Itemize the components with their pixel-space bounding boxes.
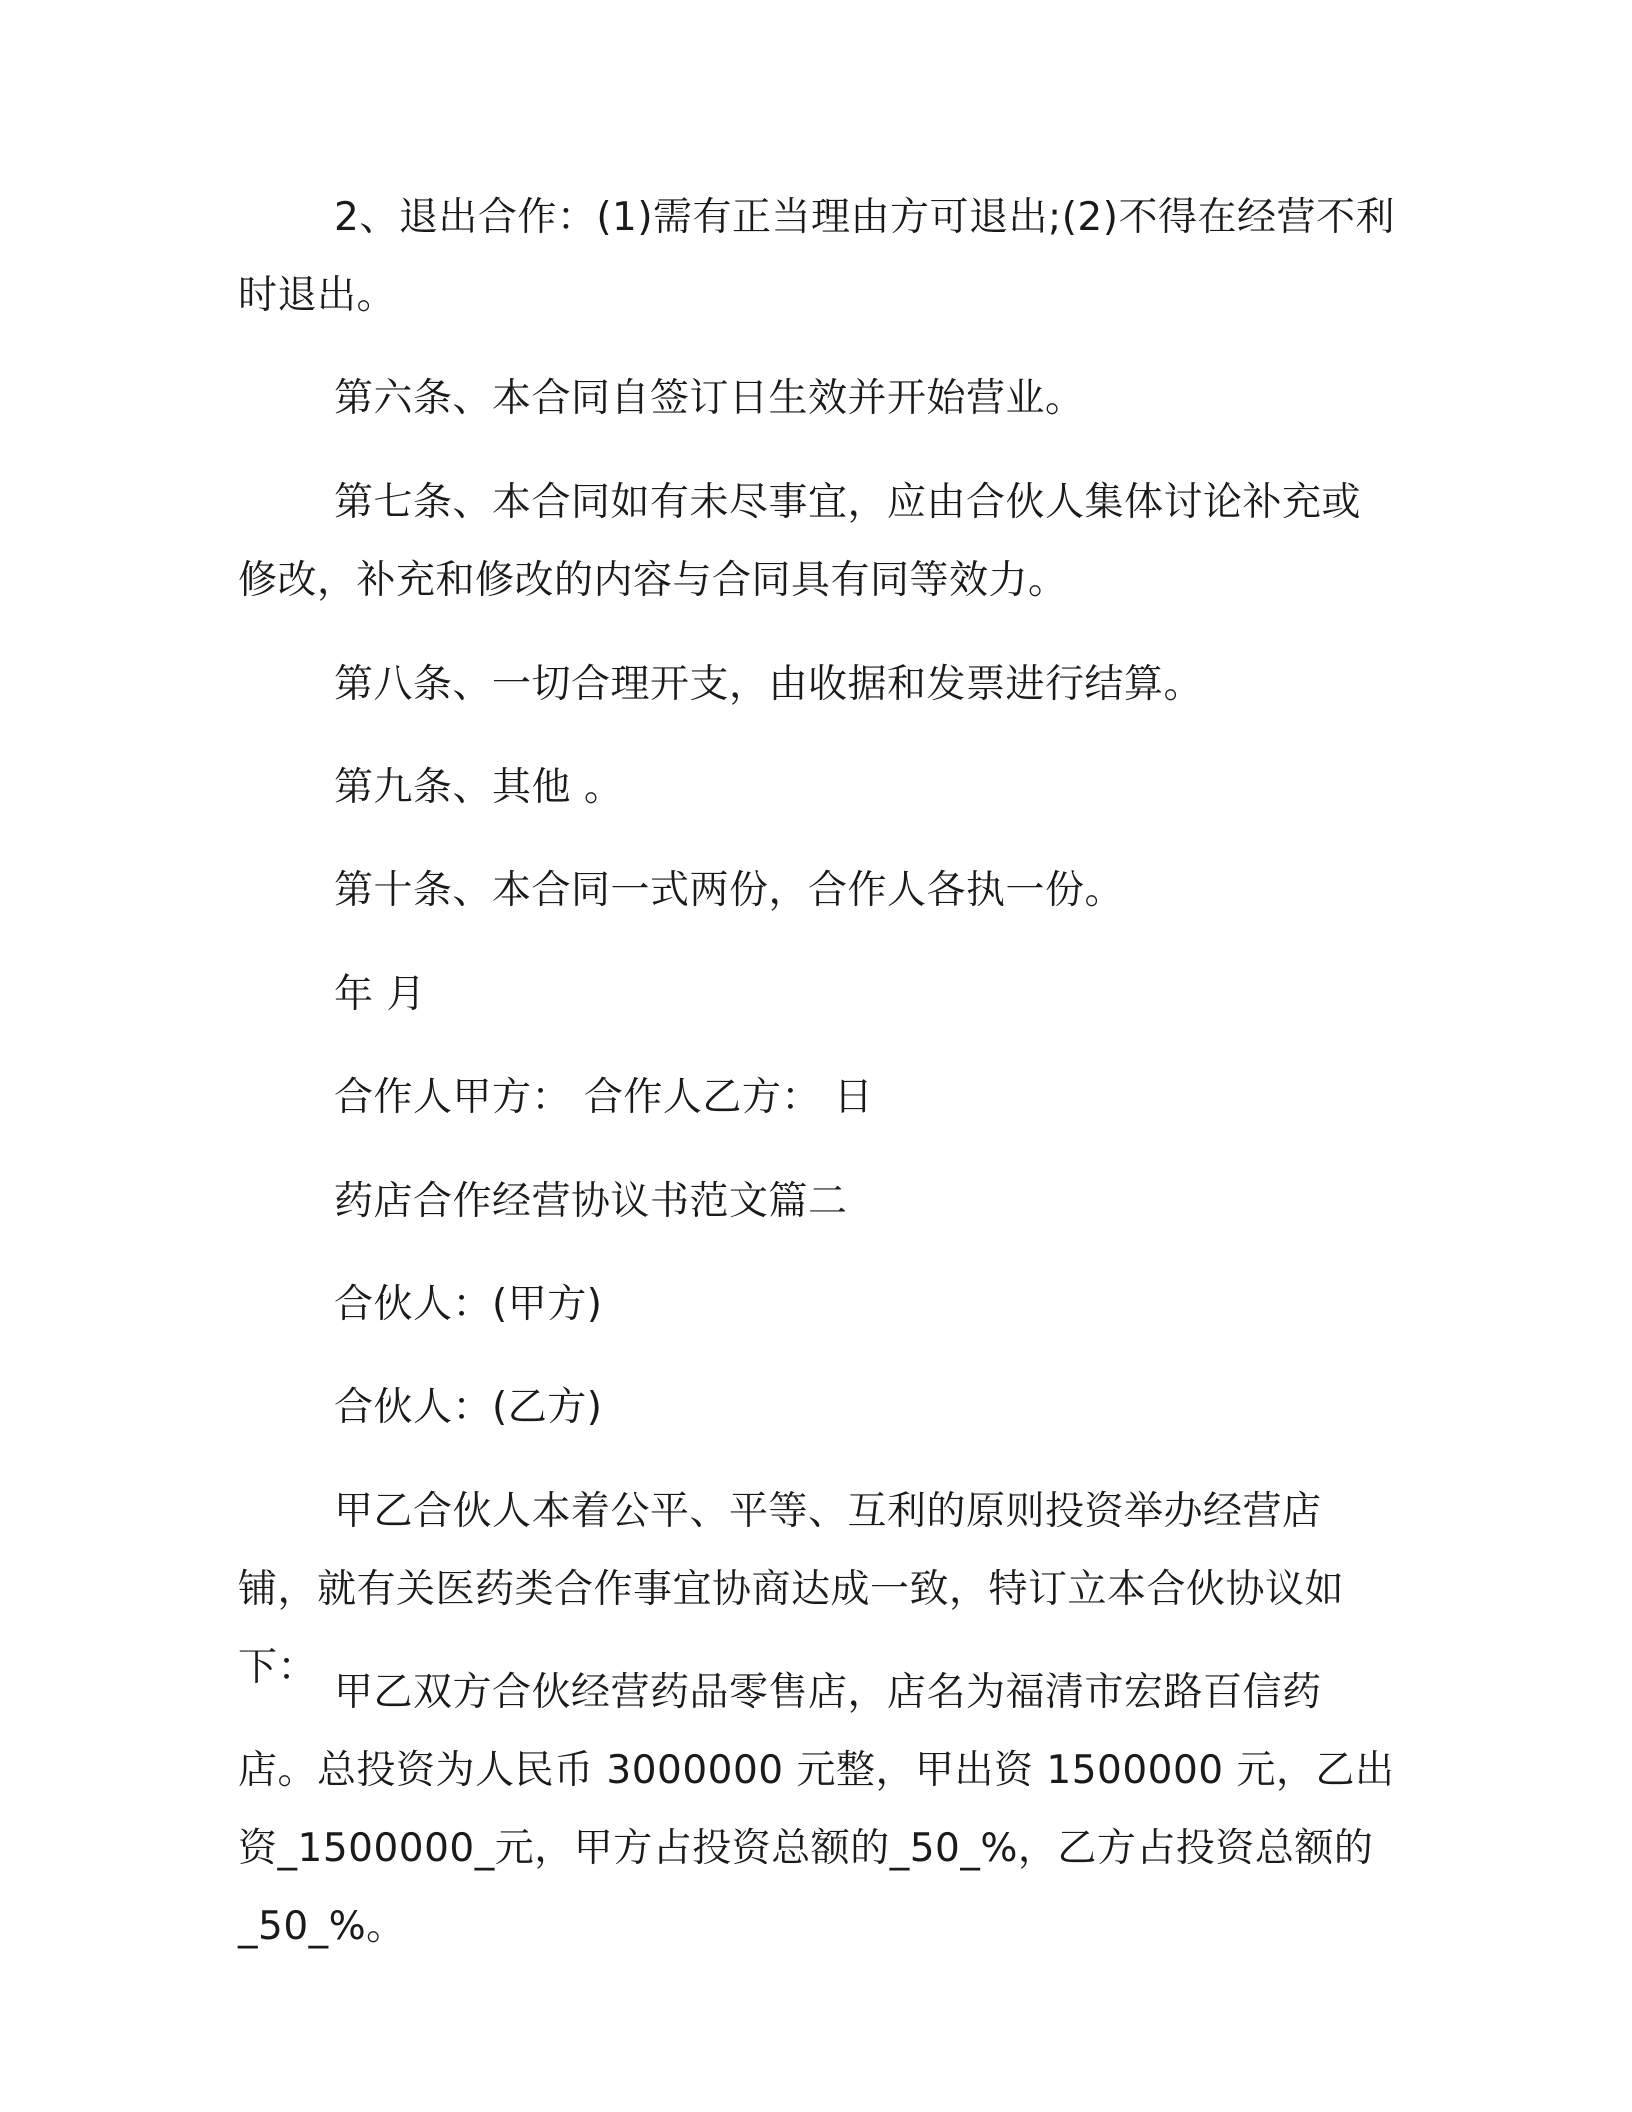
paragraph-investment: 甲乙双方合伙经营药品零售店，店名为福清市宏路百信药店。总投资为人民币 3000000 元整，甲出资 1500000 元，乙出资_1500000_元，甲方占投资总额的_50_%，乙方占投资总额的_50_%。 <box>238 1670 1395 1949</box>
paragraph-article-10: 第十条、本合同一式两份，合作人各执一份。 <box>334 868 1125 913</box>
paragraph-article-9: 第九条、其他 。 <box>334 765 624 810</box>
paragraph-partner-a: 合伙人：(甲方) <box>334 1282 603 1327</box>
paragraph-article-7: 第七条、本合同如有未尽事宜，应由合伙人集体讨论补充或修改，补充和修改的内容与合同具有同等效力。 <box>238 480 1362 603</box>
section-heading-part-two: 药店合作经营协议书范文篇二 <box>334 1179 848 1224</box>
paragraph-date-line: 年 月 <box>334 972 426 1017</box>
paragraph-article-8: 第八条、一切合理开支，由收据和发票进行结算。 <box>334 662 1204 707</box>
paragraph-signatures: 合作人甲方： 合作人乙方： 日 <box>334 1075 874 1120</box>
paragraph-partner-b: 合伙人：(乙方) <box>334 1385 603 1430</box>
paragraph-withdrawal-terms: 2、退出合作：(1)需有正当理由方可退出;(2)不得在经营不利时退出。 <box>238 195 1395 318</box>
paragraph-preamble: 甲乙合伙人本着公平、平等、互利的原则投资举办经营店铺，就有关医药类合作事宜协商达成一致，特订立本合伙协议如下： <box>238 1489 1345 1690</box>
paragraph-article-6: 第六条、本合同自签订日生效并开始营业。 <box>334 376 1085 421</box>
